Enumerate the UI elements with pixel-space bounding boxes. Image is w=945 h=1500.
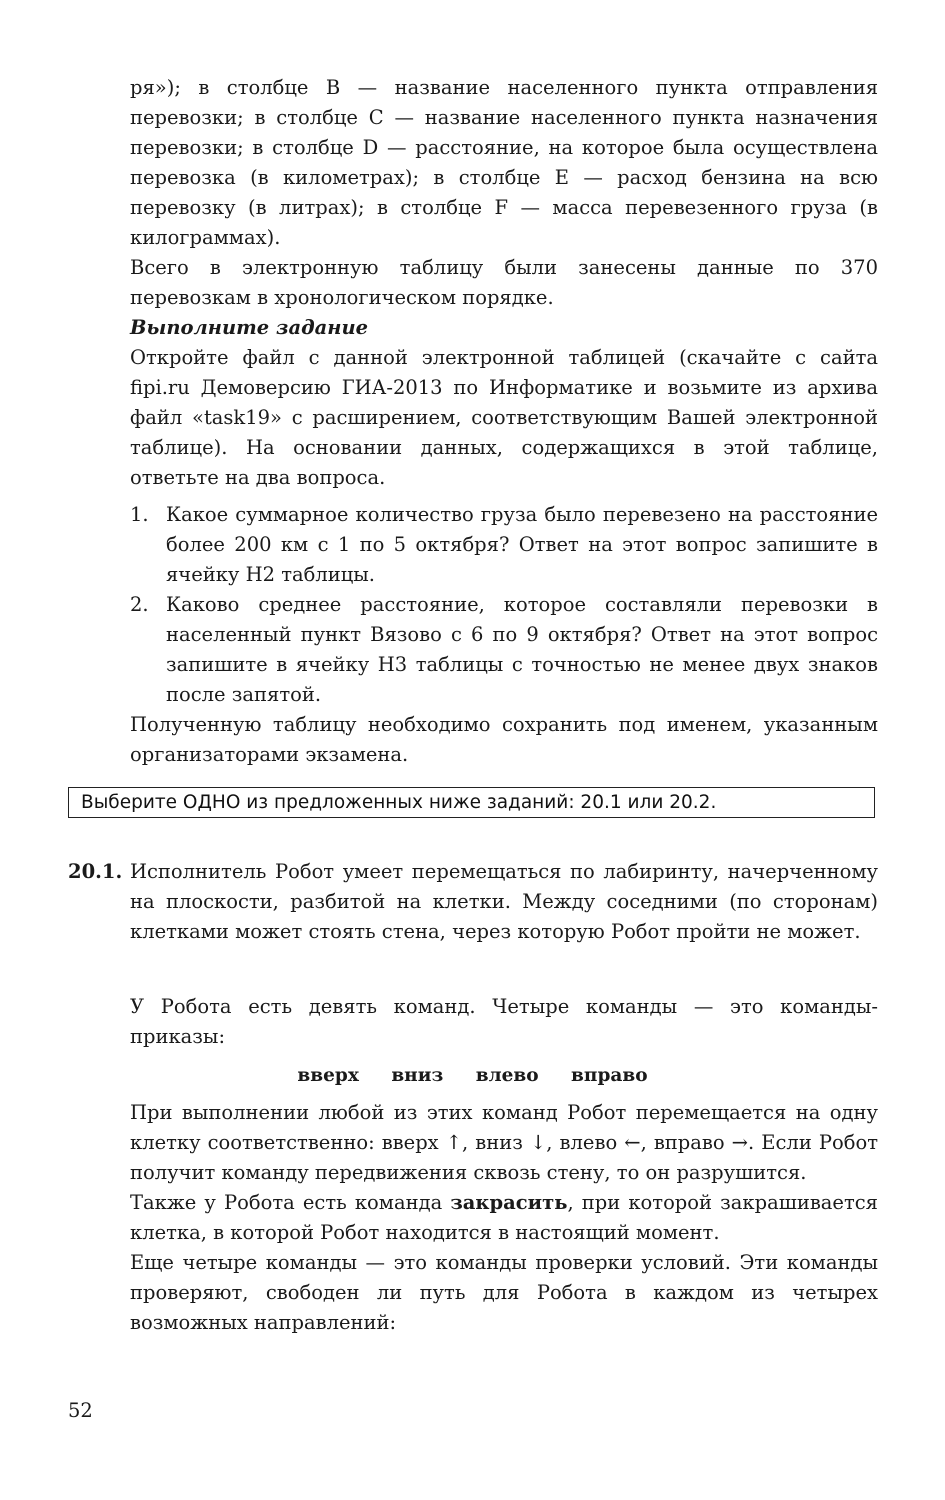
question-item [130, 500, 878, 590]
save-note-section [130, 710, 878, 770]
task-number: 20.1. [68, 860, 123, 883]
task-heading: Выполните задание [130, 316, 369, 339]
commands-intro: У Робота есть девять команд. Четыре команды — это команды-приказы: [130, 995, 878, 1048]
conditions-paragraph: Еще четыре команды — это команды проверки условий. Эти команды проверяют, свободен ли путь для Робота в каждом из четырех возможных направлений: [130, 1251, 878, 1334]
records-paragraph: Всего в электронную таблицу были занесены данные по 370 перевозкам в хронологическом порядке. [130, 256, 878, 309]
question-item [130, 590, 878, 710]
command-down: вниз [391, 1065, 444, 1086]
question-number: 2. [130, 593, 149, 616]
question-text: Каково среднее расстояние, которое составляли перевозки в населенный пункт Вязово с 6 по 9 октября? Ответ на этот вопрос запишите в ячейку Н3 таблицы с точностью не менее двух знаков после запятой. [166, 593, 878, 706]
task-intro: Исполнитель Робот умеет перемещаться по лабиринту, начерченному на плоскости, разбитой на клетки. Между соседними (по сторонам) клетками может стоять стена, через которую Робот пройти не может. [130, 860, 878, 943]
question-text: Какое суммарное количество груза было перевезено на расстояние более 200 км с 1 по 5 октября? Ответ на этот вопрос запишите в ячейку Н2 таблицы. [166, 503, 878, 586]
page-number: 52 [68, 1399, 93, 1422]
intro-paragraph: ря»); в столбце В — название населенного пункта отправления перевозки; в столбце С — название населенного пункта назначения перевозки; в столбце D — расстояние, на которое была осуществлена перевозка (в километрах); в столбце Е — расход бензина на всю перевозку (в литрах); в столбце F — масса перевезенного груза (в килограммах). [130, 76, 878, 249]
command-up: вверх [297, 1065, 359, 1086]
paint-text-before: Также у Робота есть команда [130, 1191, 451, 1214]
task-intro-section [130, 857, 878, 947]
rules-section [130, 1098, 878, 1338]
intro-section [130, 73, 878, 493]
paint-text-after: , при которой закрашивается клетка, в которой Робот находится в настоящий момент. [130, 1191, 878, 1244]
command-list [0, 1061, 945, 1091]
instructions-paragraph: Откройте файл с данной электронной таблицей (скачайте с сайта fipi.ru Демоверсию ГИА-2013 по Информатике и возьмите из архива файл «task19» с расширением, соответствующим Вашей электронной таблице). На основании данных, содержащихся в этой таблице, ответьте на два вопроса. [130, 346, 878, 489]
commands-intro-section [130, 992, 878, 1052]
movement-paragraph: При выполнении любой из этих команд Робот перемещается на одну клетку соответственно: вверх ↑, вниз ↓, влево ←, вправо →. Если Робот получит команду передвижения сквозь стену, то он разрушится. [130, 1101, 878, 1184]
paint-paragraph [130, 1188, 878, 1248]
paint-command: закрасить [450, 1191, 568, 1214]
question-number: 1. [130, 503, 149, 526]
command-left: влево [475, 1065, 539, 1086]
command-right: вправо [571, 1065, 648, 1086]
save-note: Полученную таблицу необходимо сохранить под именем, указанным организаторами экзамена. [130, 713, 878, 766]
choice-box: Выберите ОДНО из предложенных ниже заданий: 20.1 или 20.2. [68, 787, 875, 818]
